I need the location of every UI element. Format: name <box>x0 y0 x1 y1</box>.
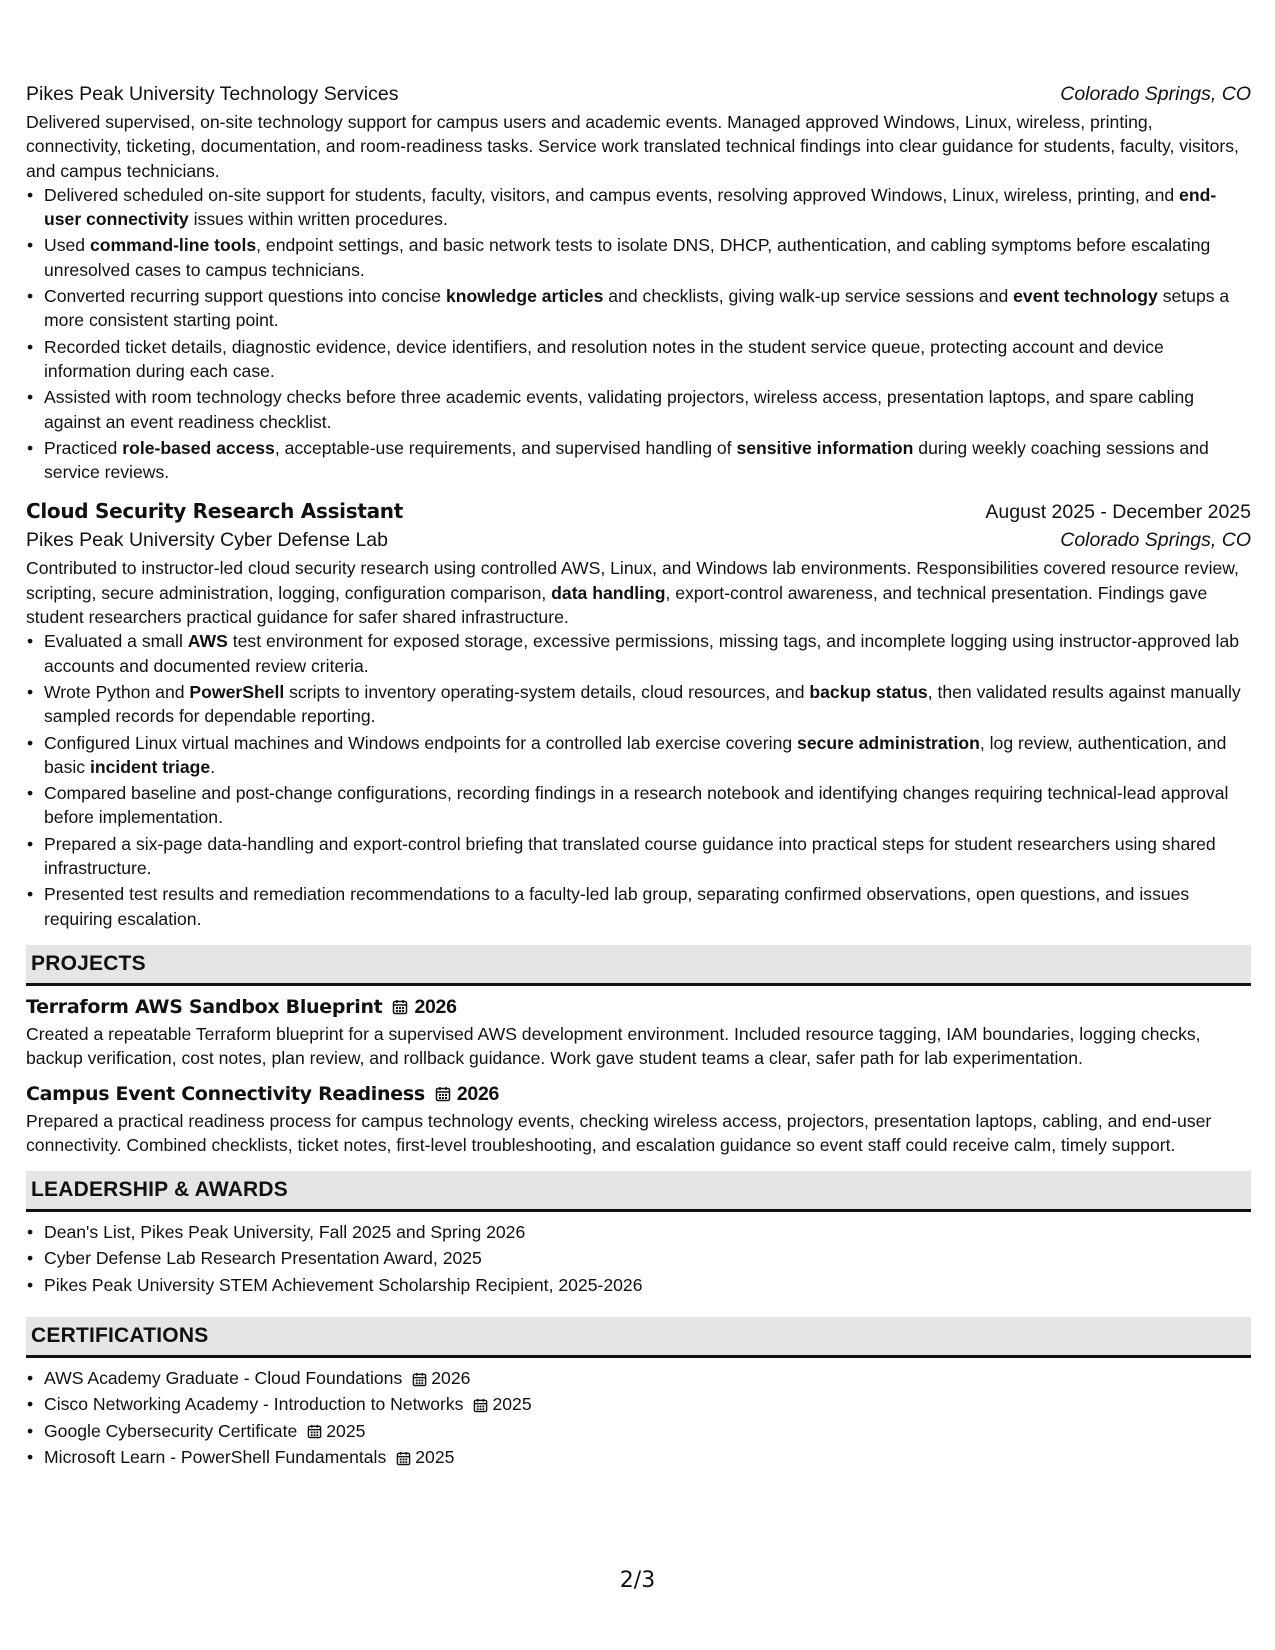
award-item: • Dean's List, Pikes Peak University, Fall 2025 and Spring 2026 <box>44 1220 1251 1244</box>
certification-year: 2025 <box>492 1394 532 1415</box>
keyword-bold: knowledge articles <box>445 286 604 307</box>
calendar-icon <box>473 1398 488 1413</box>
certification-year: 2025 <box>415 1446 455 1467</box>
keyword-bold: AWS <box>187 631 228 652</box>
bullet-item <box>44 436 1251 485</box>
project-year: 2026 <box>414 995 457 1018</box>
award-item: • Pikes Peak University STEM Achievement Scholarship Recipient, 2025-2026 <box>44 1273 1251 1297</box>
certification-year: 2025 <box>326 1420 366 1441</box>
section-heading-leadership: LEADERSHIP & AWARDS <box>26 1171 1251 1212</box>
calendar-icon <box>396 1451 411 1466</box>
exp2-organization: Pikes Peak University Cyber Defense Lab <box>26 529 388 552</box>
bullet-item <box>44 832 1251 881</box>
page-number: 2/3 <box>619 1568 656 1593</box>
certification-name: AWS Academy Graduate - Cloud Foundations <box>44 1367 403 1388</box>
project-title-row <box>26 992 1251 1022</box>
certification-year: 2026 <box>431 1367 471 1388</box>
projects-list <box>26 992 1251 1157</box>
text-span: setups a more consistent starting point. <box>44 286 1230 331</box>
text-span: Assisted with room technology checks before three academic events, validating projectors, wireless access, presentation laptops, and spare cabling against an event readiness checklist. <box>44 387 1195 432</box>
bullet-item <box>44 629 1251 678</box>
bullet-item <box>44 882 1251 931</box>
certification-name: Google Cybersecurity Certificate <box>44 1420 298 1441</box>
text-span: , export-control awareness, and technical presentation. Findings gave student researchers practical guidance for safer shared infrastructure. <box>26 582 1208 628</box>
bullet-item <box>44 385 1251 434</box>
keyword-bold: backup status <box>809 681 928 702</box>
project-item <box>26 992 1251 1071</box>
bullet-item <box>44 680 1251 729</box>
calendar-icon <box>412 1372 427 1387</box>
bullet-item <box>44 233 1251 282</box>
exp2-location: Colorado Springs, CO <box>1060 529 1251 552</box>
bullet-item <box>44 183 1251 232</box>
text-span: and checklists, giving walk-up service sessions and <box>603 286 1014 307</box>
text-span: Configured Linux virtual machines and Windows endpoints for a controlled lab exercise covering <box>44 732 798 753</box>
calendar-icon <box>392 999 408 1015</box>
text-span: Prepared a six-page data-handling and export-control briefing that translated course guidance into practical steps for student researchers using shared infrastructure. <box>44 833 1216 879</box>
text-span: issues within written procedures. <box>188 209 448 230</box>
certification-item <box>44 1366 1251 1390</box>
keyword-bold: PowerShell <box>189 681 285 702</box>
project-title-row <box>26 1079 1251 1109</box>
bullet-item <box>44 731 1251 780</box>
leadership-list <box>26 1220 1251 1297</box>
exp1-location: Colorado Springs, CO <box>1060 83 1251 105</box>
certification-item <box>44 1419 1251 1443</box>
keyword-bold: end-user connectivity <box>44 184 1217 230</box>
keyword-bold: command-line tools <box>89 235 257 256</box>
project-year: 2026 <box>456 1082 500 1105</box>
text-span: Compared baseline and post-change configurations, recording findings in a research notebook and identifying changes requiring technical-lead approval before implementation. <box>44 783 1229 828</box>
keyword-bold: role-based access <box>122 437 275 458</box>
exp1-summary: Delivered supervised, on-site technology support for campus users and academic events. Managed approved Windows, Linux, wireless, printing, connectivity, ticketing, documentation, and room-readiness tasks. Service work translated technical findings into clear guidance for students, faculty, visitors, and campus technicians. <box>26 112 1239 181</box>
project-description: Created a repeatable Terraform blueprint for a supervised AWS development environment. Included resource tagging, IAM boundaries, logging checks, backup verification, cost notes, plan review, and rollback guidance. Work gave student teams a clear, safer path for lab experimentation. <box>26 1023 1201 1069</box>
text-span: , then validated results against manually sampled records for dependable reporting. <box>44 681 1241 727</box>
section-heading-certifications: CERTIFICATIONS <box>26 1317 1251 1358</box>
text-span: Evaluated a small <box>44 631 188 652</box>
award-item: • Cyber Defense Lab Research Presentation Award, 2025 <box>44 1246 1251 1270</box>
text-span: scripts to inventory operating-system details, cloud resources, and <box>284 681 810 702</box>
exp2-header <box>26 526 1251 554</box>
exp2-bullets <box>26 629 1251 931</box>
text-span: , log review, authentication, and basic <box>44 732 1227 777</box>
text-span: Converted recurring support questions into concise <box>44 286 446 307</box>
exp1-header <box>26 80 1251 108</box>
project-item <box>26 1079 1251 1158</box>
text-span: , acceptable-use requirements, and supervised handling of <box>274 437 737 458</box>
project-name: Terraform AWS Sandbox Blueprint <box>26 995 383 1018</box>
keyword-bold: data handling <box>551 582 666 603</box>
resume-page <box>26 80 1251 1471</box>
certification-name: Cisco Networking Academy - Introduction to Networks <box>44 1394 464 1415</box>
text-span: during weekly coaching sessions and service reviews. <box>44 437 1209 483</box>
bullet-item <box>44 781 1251 830</box>
calendar-icon <box>307 1424 322 1439</box>
bullet-item <box>44 284 1251 333</box>
text-span: , endpoint settings, and basic network tests to isolate DNS, DHCP, authentication, and cabling symptoms before escalating unresolved cases to campus technicians. <box>44 235 1211 280</box>
text-span: Wrote Python and <box>44 681 190 702</box>
text-span: Delivered scheduled on-site support for students, faculty, visitors, and campus events, resolving approved Windows, Linux, wireless, printing, and <box>44 184 1180 205</box>
text-span: Contributed to instructor-led cloud security research using controlled AWS, Linux, and Windows lab environments. Responsibilities covered resource review, scripting, secure administration, logging, configuration comparison, <box>26 558 1239 603</box>
certifications-list <box>26 1366 1251 1469</box>
certification-item <box>44 1392 1251 1416</box>
section-heading-projects: PROJECTS <box>26 945 1251 986</box>
text-span: Used <box>44 235 90 256</box>
keyword-bold: sensitive information <box>736 437 914 458</box>
exp2-title: Cloud Security Research Assistant <box>26 499 403 524</box>
certification-item <box>44 1445 1251 1469</box>
calendar-icon <box>435 1086 451 1102</box>
project-name: Campus Event Connectivity Readiness <box>26 1082 425 1105</box>
certification-name: Microsoft Learn - PowerShell Fundamentals <box>44 1446 387 1467</box>
exp1-organization: Pikes Peak University Technology Services <box>26 83 399 105</box>
text-span: Practiced <box>44 437 123 458</box>
text-span: test environment for exposed storage, excessive permissions, missing tags, and incomplete logging using instructor-approved lab accounts and documented review criteria. <box>44 631 1240 676</box>
project-description: Prepared a practical readiness process for campus technology events, checking wireless access, projectors, presentation laptops, cabling, and end-user connectivity. Combined checklists, ticket notes, first-level troubleshooting, and escalation guidance so event staff could receive calm, timely support. <box>26 1110 1212 1155</box>
bullet-item <box>44 335 1251 384</box>
keyword-bold: secure administration <box>797 732 980 753</box>
text-span: . <box>210 756 216 777</box>
exp2-title-row <box>26 496 1251 526</box>
keyword-bold: incident triage <box>89 756 211 777</box>
text-span: Recorded ticket details, diagnostic evidence, device identifiers, and resolution notes in the student service queue, protecting account and device information during each case. <box>44 336 1164 381</box>
exp2-dates: August 2025 - December 2025 <box>985 501 1251 524</box>
keyword-bold: event technology <box>1013 286 1158 307</box>
exp2-summary <box>26 556 1251 629</box>
exp1-bullets <box>26 183 1251 485</box>
text-span: Presented test results and remediation recommendations to a faculty-led lab group, separating confirmed observations, open questions, and issues requiring escalation. <box>44 884 1190 929</box>
